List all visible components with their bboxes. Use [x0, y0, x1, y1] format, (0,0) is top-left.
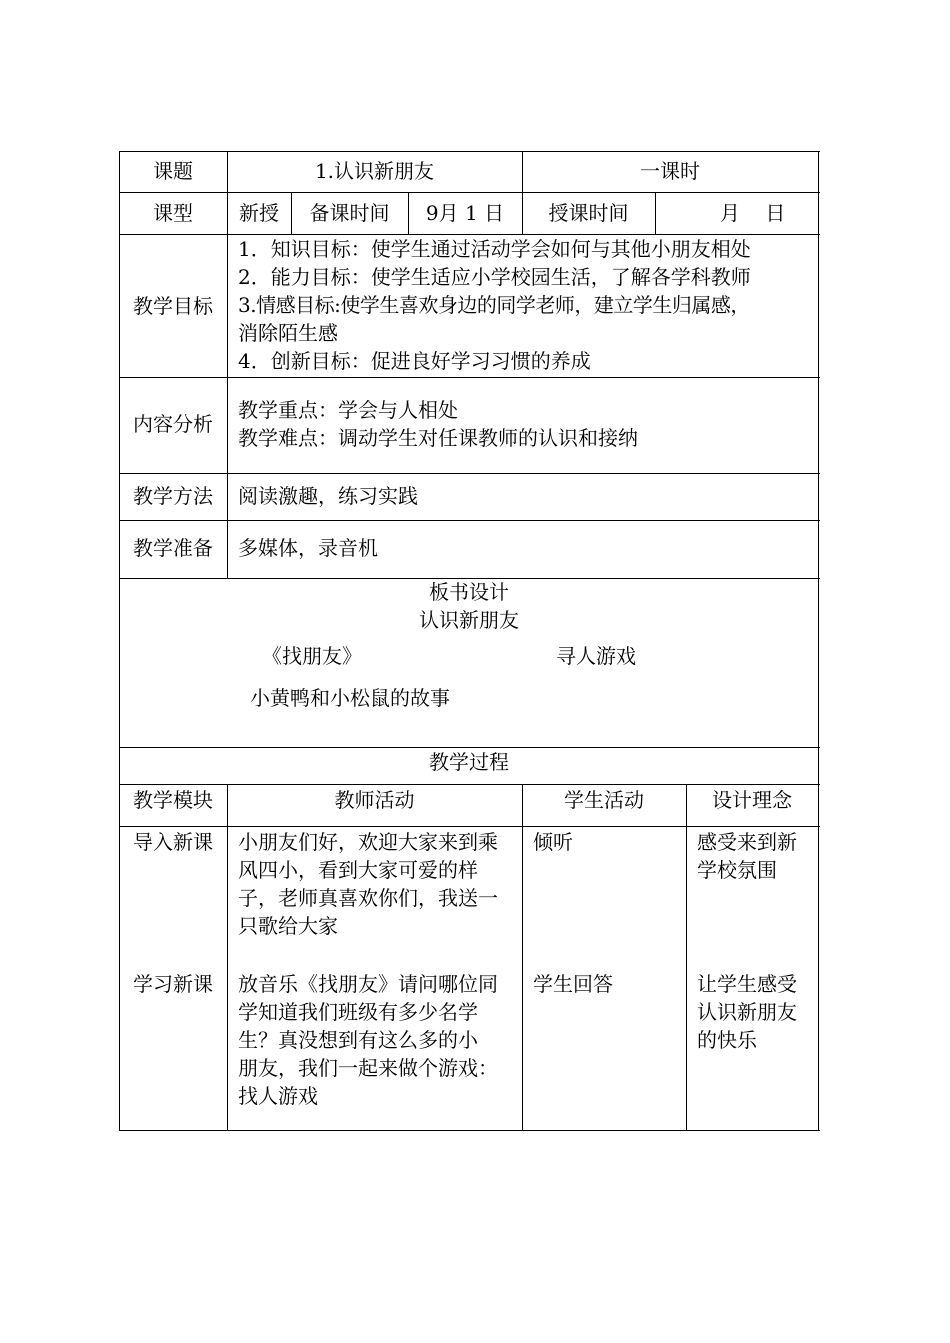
topic-label: 课题 [153, 159, 193, 183]
lesson-hours: 一课时 [640, 159, 700, 183]
table-rule [119, 473, 820, 474]
process-row-2-concept: 让学生感受 认识新朋友 的快乐 [697, 972, 797, 1052]
prep-value: 多媒体，录音机 [238, 536, 378, 560]
method-value: 阅读激趣，练习实践 [238, 484, 418, 508]
table-rule [522, 784, 523, 1130]
table-rule [119, 377, 820, 378]
process-row-2-teacher: 放音乐《找朋友》请问哪位同 学知道我们班级有多少名学 生？真没想到有这么多的小 朋友，我们一起来做个游戏： 找人游戏 [238, 972, 498, 1108]
board-subtitle: 认识新朋友 [419, 608, 519, 632]
analysis-line-1: 教学重点：学会与人相处 [238, 398, 458, 422]
process-row-1-module: 导入新课 [133, 830, 213, 854]
type-label: 课型 [153, 201, 193, 225]
table-border-right [818, 151, 819, 1131]
process-row-2-student: 学生回答 [533, 972, 613, 996]
goal-line-5: 4．创新目标：促进良好学习习惯的养成 [238, 349, 591, 373]
goal-line-1: 1．知识目标：使学生通过活动学会如何与其他小朋友相处 [238, 237, 751, 261]
prep-label: 教学准备 [133, 536, 213, 560]
teach-time-label: 授课时间 [548, 201, 629, 225]
prep-time-value: 9月 1 日 [425, 201, 505, 225]
analysis-label: 内容分析 [133, 412, 213, 436]
method-label: 教学方法 [133, 484, 213, 508]
goal-line-2: 2．能力目标：使学生适应小学校园生活，了解各学科教师 [238, 265, 751, 289]
table-rule [119, 192, 820, 193]
goals-label: 教学目标 [133, 294, 213, 318]
topic-value: 1.认识新朋友 [314, 159, 435, 183]
table-rule [119, 520, 820, 521]
process-row-1-teacher: 小朋友们好，欢迎大家来到乘 风四小，看到大家可爱的样 子，老师真喜欢你们，我送一 只歌给大家 [238, 830, 498, 938]
process-row-2-module: 学习新课 [133, 972, 213, 996]
analysis-line-2: 教学难点：调动学生对任课教师的认识和接纳 [238, 426, 638, 450]
board-title: 板书设计 [429, 580, 509, 604]
table-rule [119, 826, 820, 827]
teach-time-value: 月 日 [720, 201, 786, 225]
goal-line-3: 3.情感目标:使学生喜欢身边的同学老师，建立学生归属感， [238, 293, 750, 317]
board-right-item: 寻人游戏 [556, 644, 636, 668]
column-header-teacher: 教师活动 [334, 788, 415, 812]
table-border-top [119, 151, 820, 152]
prep-time-label: 备课时间 [309, 201, 390, 225]
board-bottom-item: 小黄鸭和小松鼠的故事 [250, 686, 450, 710]
table-rule [686, 784, 687, 1130]
board-left-item: 《找朋友》 [262, 644, 362, 668]
table-rule [119, 784, 820, 785]
process-row-1-student: 倾听 [533, 830, 573, 854]
table-rule [655, 192, 656, 234]
column-header-concept: 设计理念 [712, 788, 792, 812]
table-rule [227, 784, 228, 1130]
column-header-student: 学生活动 [564, 788, 644, 812]
column-header-module: 教学模块 [133, 788, 213, 812]
goal-line-4: 消除陌生感 [238, 321, 338, 345]
process-row-1-concept: 感受来到新 学校氛围 [697, 830, 797, 882]
type-value: 新授 [239, 201, 279, 225]
table-border-bottom [119, 1130, 820, 1131]
process-title: 教学过程 [429, 750, 509, 774]
